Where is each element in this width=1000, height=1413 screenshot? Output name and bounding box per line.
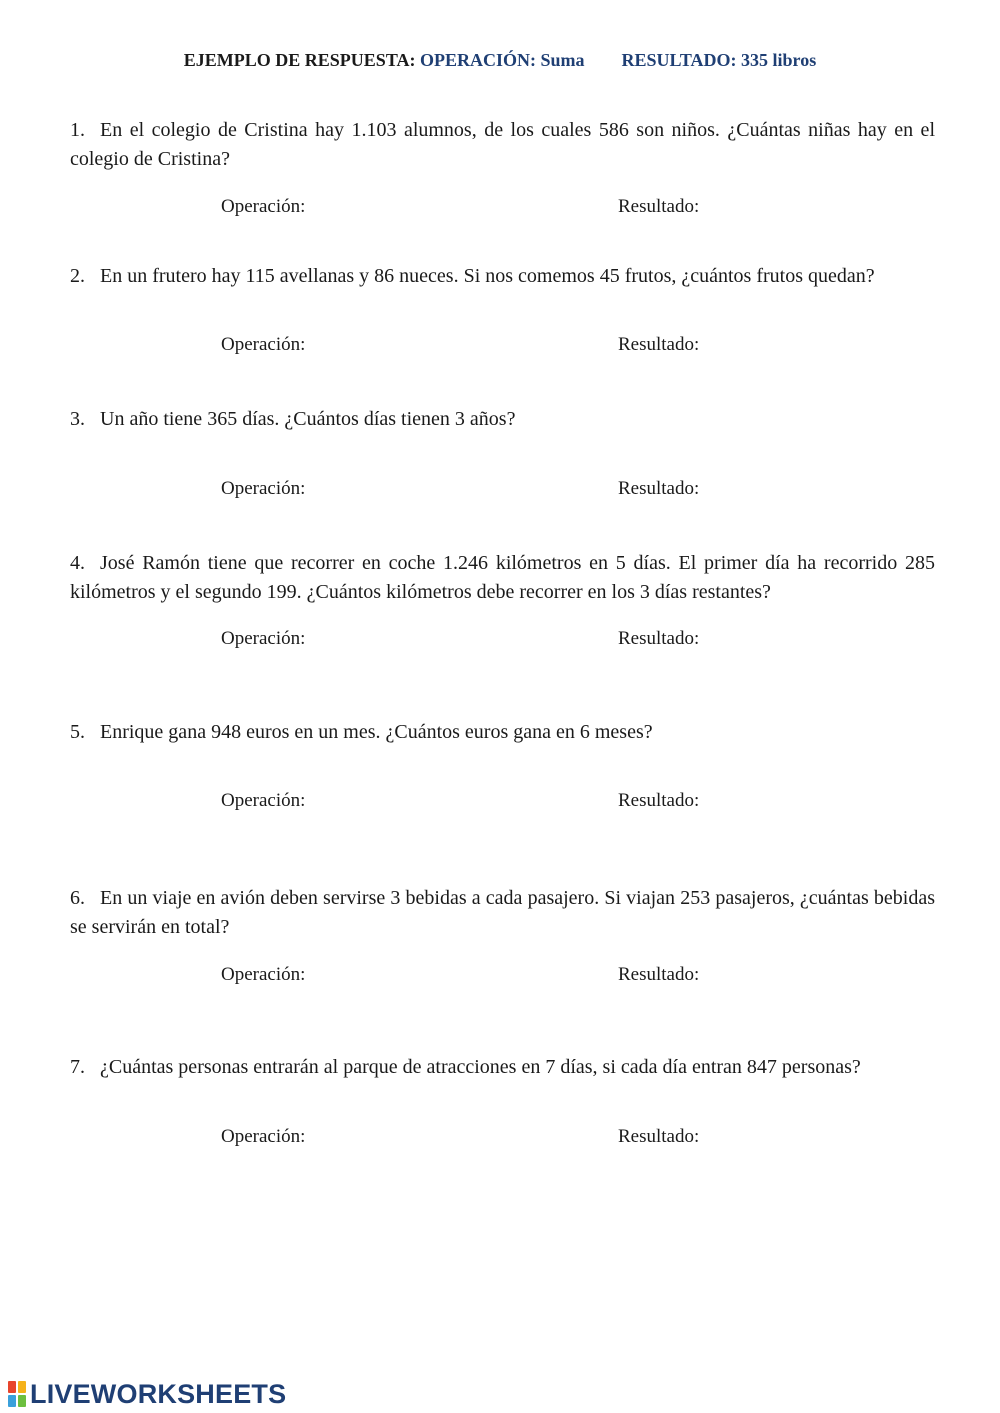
problem-number: 2. bbox=[70, 265, 85, 287]
operation-label: Operación: bbox=[221, 628, 306, 649]
problem-number: 6. bbox=[70, 887, 85, 909]
logo-text: LIVEWORKSHEETS bbox=[30, 1378, 287, 1409]
result-label: Resultado: bbox=[618, 1126, 700, 1147]
example-operation: OPERACIÓN: Suma bbox=[419, 50, 585, 70]
problem-number: 3. bbox=[70, 408, 85, 430]
problem-text: Un año tiene 365 días. ¿Cuántos días tienen 3 años? bbox=[100, 408, 516, 430]
problem-text: Enrique gana 948 euros en un mes. ¿Cuántos euros gana en 6 meses? bbox=[100, 721, 653, 743]
operation-label: Operación: bbox=[221, 964, 306, 985]
problem-1 bbox=[70, 116, 935, 174]
operation-label: Operación: bbox=[221, 790, 306, 811]
problem-6 bbox=[70, 884, 935, 942]
logo-block bbox=[8, 1395, 16, 1407]
result-label: Resultado: bbox=[618, 196, 700, 217]
logo-block bbox=[8, 1381, 16, 1393]
example-answer-header bbox=[0, 50, 1000, 71]
problem-number: 1. bbox=[70, 119, 85, 141]
result-label: Resultado: bbox=[618, 790, 700, 811]
example-colon: : bbox=[409, 50, 416, 70]
problem-3 bbox=[70, 405, 935, 434]
operation-label: Operación: bbox=[221, 334, 306, 355]
operation-label: Operación: bbox=[221, 1126, 306, 1147]
problem-text: En un viaje en avión deben servirse 3 bebidas a cada pasajero. Si viajan 253 pasajeros, ¿cuántas bebidas se servirán en total? bbox=[70, 887, 935, 938]
example-result: RESULTADO: 335 libros bbox=[621, 50, 817, 70]
result-label: Resultado: bbox=[618, 478, 700, 499]
problem-number: 5. bbox=[70, 721, 85, 743]
result-label: Resultado: bbox=[618, 334, 700, 355]
logo-blocks-icon bbox=[8, 1381, 26, 1407]
problem-number: 7. bbox=[70, 1056, 85, 1078]
problem-text: ¿Cuántas personas entrarán al parque de atracciones en 7 días, si cada día entran 847 personas? bbox=[100, 1056, 861, 1078]
problem-number: 4. bbox=[70, 552, 85, 574]
problem-4 bbox=[70, 549, 935, 607]
result-label: Resultado: bbox=[618, 628, 700, 649]
problem-text: En el colegio de Cristina hay 1.103 alumnos, de los cuales 586 son niños. ¿Cuántas niñas hay en el colegio de Cristina? bbox=[70, 119, 935, 170]
liveworksheets-logo bbox=[8, 1378, 286, 1410]
problem-7 bbox=[70, 1053, 935, 1082]
result-label: Resultado: bbox=[618, 964, 700, 985]
problem-text: En un frutero hay 115 avellanas y 86 nueces. Si nos comemos 45 frutos, ¿cuántos frutos quedan? bbox=[100, 265, 875, 287]
problem-5 bbox=[70, 718, 935, 747]
example-label: EJEMPLO DE RESPUESTA bbox=[183, 50, 410, 70]
logo-block bbox=[18, 1381, 26, 1393]
logo-block bbox=[18, 1395, 26, 1407]
operation-label: Operación: bbox=[221, 196, 306, 217]
operation-label: Operación: bbox=[221, 478, 306, 499]
problem-text: José Ramón tiene que recorrer en coche 1.246 kilómetros en 5 días. El primer día ha recorrido 285 kilómetros y el segundo 199. ¿Cuántos kilómetros debe recorrer en los 3 días restantes? bbox=[70, 552, 935, 603]
problem-2 bbox=[70, 262, 935, 291]
